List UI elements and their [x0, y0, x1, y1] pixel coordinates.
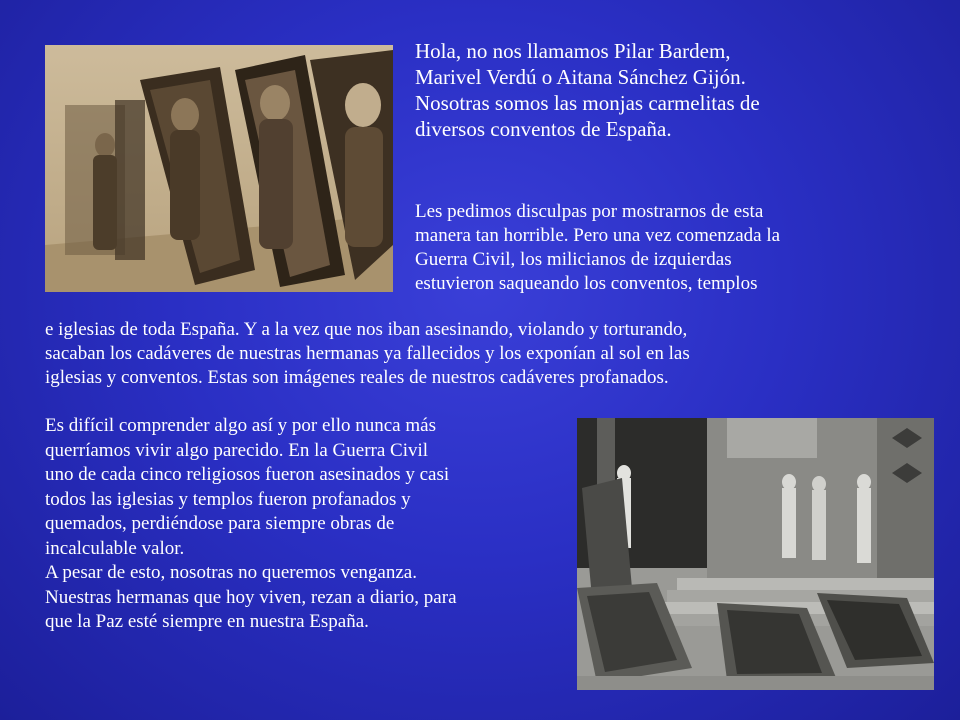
apology-paragraph-lower — [45, 318, 925, 390]
intro-paragraph — [415, 38, 935, 142]
intro-line: diversos conventos de España. — [415, 117, 672, 141]
apology-paragraph-upper — [415, 200, 915, 296]
closing-line: Nuestras hermanas que hoy viven, rezan a diario, para — [45, 586, 457, 608]
closing-line: A pesar de esto, nosotras no queremos venganza. — [45, 562, 417, 583]
photo-exhumed-coffins-sepia — [45, 45, 393, 292]
intro-line: Nosotras somos las monjas carmelitas de — [415, 91, 760, 115]
apology-line: Les pedimos disculpas por mostrarnos de esta — [415, 201, 764, 222]
apology-line: estuvieron saqueando los conventos, templos — [415, 273, 758, 294]
closing-paragraph — [45, 414, 575, 635]
closing-line: Es difícil comprender algo así y por ello nunca más — [45, 415, 436, 436]
intro-line: Hola, no nos llamamos Pilar Bardem, — [415, 39, 731, 63]
closing-line: querríamos vivir algo parecido. En la Guerra Civil — [45, 439, 429, 461]
apology-line: Guerra Civil, los milicianos de izquierdas — [415, 249, 732, 270]
photo-church-steps-grayscale — [577, 418, 934, 690]
apology-line: sacaban los cadáveres de nuestras hermanas ya fallecidos y los exponían al sol en las — [45, 343, 690, 364]
photo-top-illustration — [45, 45, 393, 292]
intro-line: Marivel Verdú o Aitana Sánchez Gijón. — [415, 65, 746, 89]
photo-bottom-illustration — [577, 418, 934, 690]
closing-line: uno de cada cinco religiosos fueron asesinados y casi — [45, 464, 450, 485]
apology-line: iglesias y conventos. Estas son imágenes reales de nuestros cadáveres profanados. — [45, 367, 669, 388]
closing-line: que la Paz esté siempre en nuestra España. — [45, 611, 369, 632]
closing-line: incalculable valor. — [45, 537, 185, 559]
apology-line: e iglesias de toda España. Y a la vez que nos iban asesinando, violando y torturando, — [45, 319, 688, 340]
closing-line: quemados, perdiéndose para siempre obras de — [45, 513, 395, 534]
apology-line: manera tan horrible. Pero una vez comenzada la — [415, 225, 781, 246]
closing-line: todos las iglesias y templos fueron profanados y — [45, 488, 411, 510]
